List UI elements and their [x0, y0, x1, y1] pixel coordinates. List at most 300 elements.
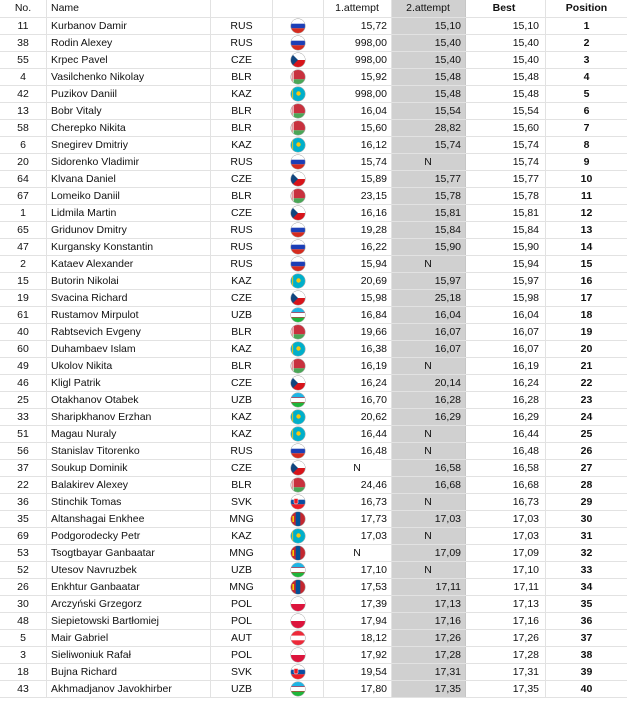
header-best[interactable]: Best	[466, 0, 546, 17]
athlete-name[interactable]: Mair Gabriel	[47, 629, 211, 646]
position-value[interactable]: 12	[546, 204, 627, 221]
country-code[interactable]: AUT	[211, 629, 273, 646]
attempt-1-value[interactable]: 18,12	[324, 629, 392, 646]
attempt-2-value[interactable]: 15,78	[392, 187, 466, 204]
row-number[interactable]: 11	[0, 17, 47, 34]
attempt-2-value[interactable]: 16,07	[392, 340, 466, 357]
attempt-1-value[interactable]: 15,60	[324, 119, 392, 136]
flag-cell[interactable]	[273, 629, 324, 646]
athlete-name[interactable]: Ukolov Nikita	[47, 357, 211, 374]
attempt-1-value[interactable]: 17,10	[324, 561, 392, 578]
position-value[interactable]: 14	[546, 238, 627, 255]
country-code[interactable]: KAZ	[211, 136, 273, 153]
attempt-1-value[interactable]: 16,70	[324, 391, 392, 408]
row-number[interactable]: 64	[0, 170, 47, 187]
best-value[interactable]: 17,16	[466, 612, 546, 629]
attempt-1-value[interactable]: 19,54	[324, 663, 392, 680]
country-code[interactable]: POL	[211, 612, 273, 629]
athlete-name[interactable]: Cherepko Nikita	[47, 119, 211, 136]
header-position[interactable]: Position	[546, 0, 627, 17]
athlete-name[interactable]: Akhmadjanov Javokhirber	[47, 680, 211, 697]
best-value[interactable]: 17,09	[466, 544, 546, 561]
attempt-1-value[interactable]: 17,73	[324, 510, 392, 527]
attempt-2-value[interactable]: 17,28	[392, 646, 466, 663]
row-number[interactable]: 49	[0, 357, 47, 374]
athlete-name[interactable]: Soukup Dominik	[47, 459, 211, 476]
row-number[interactable]: 25	[0, 391, 47, 408]
position-value[interactable]: 9	[546, 153, 627, 170]
country-code[interactable]: BLR	[211, 476, 273, 493]
best-value[interactable]: 15,98	[466, 289, 546, 306]
best-value[interactable]: 16,58	[466, 459, 546, 476]
row-number[interactable]: 6	[0, 136, 47, 153]
best-value[interactable]: 17,35	[466, 680, 546, 697]
attempt-1-value[interactable]: 998,00	[324, 34, 392, 51]
attempt-2-value[interactable]: 16,68	[392, 476, 466, 493]
best-value[interactable]: 17,03	[466, 527, 546, 544]
country-code[interactable]: POL	[211, 646, 273, 663]
athlete-name[interactable]: Svacina Richard	[47, 289, 211, 306]
best-value[interactable]: 17,28	[466, 646, 546, 663]
flag-cell[interactable]	[273, 459, 324, 476]
attempt-1-value[interactable]: 17,80	[324, 680, 392, 697]
best-value[interactable]: 15,84	[466, 221, 546, 238]
attempt-2-value[interactable]: 17,11	[392, 578, 466, 595]
best-value[interactable]: 17,13	[466, 595, 546, 612]
position-value[interactable]: 20	[546, 340, 627, 357]
row-number[interactable]: 42	[0, 85, 47, 102]
country-code[interactable]: RUS	[211, 221, 273, 238]
athlete-name[interactable]: Puzikov Daniil	[47, 85, 211, 102]
best-value[interactable]: 16,28	[466, 391, 546, 408]
position-value[interactable]: 28	[546, 476, 627, 493]
country-code[interactable]: BLR	[211, 119, 273, 136]
attempt-1-value[interactable]: 17,03	[324, 527, 392, 544]
athlete-name[interactable]: Rodin Alexey	[47, 34, 211, 51]
attempt-2-value[interactable]: 15,74	[392, 136, 466, 153]
attempt-1-value[interactable]: 15,94	[324, 255, 392, 272]
attempt-2-value[interactable]: N	[392, 527, 466, 544]
country-code[interactable]: RUS	[211, 153, 273, 170]
attempt-1-value[interactable]: 16,04	[324, 102, 392, 119]
athlete-name[interactable]: Stanislav Titorenko	[47, 442, 211, 459]
position-value[interactable]: 32	[546, 544, 627, 561]
country-code[interactable]: CZE	[211, 374, 273, 391]
athlete-name[interactable]: Kurbanov Damir	[47, 17, 211, 34]
athlete-name[interactable]: Butorin Nikolai	[47, 272, 211, 289]
header-no[interactable]: No.	[0, 0, 47, 17]
country-code[interactable]: CZE	[211, 51, 273, 68]
attempt-2-value[interactable]: 17,13	[392, 595, 466, 612]
flag-cell[interactable]	[273, 408, 324, 425]
country-code[interactable]: MNG	[211, 510, 273, 527]
row-number[interactable]: 40	[0, 323, 47, 340]
flag-cell[interactable]	[273, 51, 324, 68]
country-code[interactable]: UZB	[211, 306, 273, 323]
attempt-1-value[interactable]: 16,38	[324, 340, 392, 357]
attempt-1-value[interactable]: 20,69	[324, 272, 392, 289]
flag-cell[interactable]	[273, 136, 324, 153]
attempt-2-value[interactable]: 16,07	[392, 323, 466, 340]
attempt-2-value[interactable]: 15,81	[392, 204, 466, 221]
best-value[interactable]: 16,07	[466, 340, 546, 357]
row-number[interactable]: 65	[0, 221, 47, 238]
attempt-2-value[interactable]: 17,35	[392, 680, 466, 697]
athlete-name[interactable]: Balakirev Alexey	[47, 476, 211, 493]
position-value[interactable]: 34	[546, 578, 627, 595]
row-number[interactable]: 20	[0, 153, 47, 170]
attempt-1-value[interactable]: 19,66	[324, 323, 392, 340]
flag-cell[interactable]	[273, 17, 324, 34]
athlete-name[interactable]: Krpec Pavel	[47, 51, 211, 68]
best-value[interactable]: 17,10	[466, 561, 546, 578]
flag-cell[interactable]	[273, 391, 324, 408]
country-code[interactable]: CZE	[211, 459, 273, 476]
athlete-name[interactable]: Sieliwoniuk Rafał	[47, 646, 211, 663]
attempt-2-value[interactable]: 15,90	[392, 238, 466, 255]
attempt-2-value[interactable]: N	[392, 255, 466, 272]
attempt-1-value[interactable]: 15,74	[324, 153, 392, 170]
country-code[interactable]: KAZ	[211, 340, 273, 357]
country-code[interactable]: BLR	[211, 323, 273, 340]
country-code[interactable]: POL	[211, 595, 273, 612]
country-code[interactable]: KAZ	[211, 527, 273, 544]
flag-cell[interactable]	[273, 357, 324, 374]
athlete-name[interactable]: Klvana Daniel	[47, 170, 211, 187]
country-code[interactable]: RUS	[211, 442, 273, 459]
row-number[interactable]: 61	[0, 306, 47, 323]
attempt-2-value[interactable]: 17,03	[392, 510, 466, 527]
flag-cell[interactable]	[273, 221, 324, 238]
position-value[interactable]: 18	[546, 306, 627, 323]
row-number[interactable]: 43	[0, 680, 47, 697]
attempt-1-value[interactable]: 16,44	[324, 425, 392, 442]
country-code[interactable]: KAZ	[211, 408, 273, 425]
row-number[interactable]: 46	[0, 374, 47, 391]
attempt-2-value[interactable]: 20,14	[392, 374, 466, 391]
attempt-2-value[interactable]: 15,40	[392, 34, 466, 51]
row-number[interactable]: 53	[0, 544, 47, 561]
attempt-1-value[interactable]: 16,73	[324, 493, 392, 510]
flag-cell[interactable]	[273, 102, 324, 119]
attempt-2-value[interactable]: 17,31	[392, 663, 466, 680]
country-code[interactable]: KAZ	[211, 272, 273, 289]
attempt-2-value[interactable]: 15,40	[392, 51, 466, 68]
best-value[interactable]: 16,44	[466, 425, 546, 442]
position-value[interactable]: 13	[546, 221, 627, 238]
position-value[interactable]: 17	[546, 289, 627, 306]
attempt-2-value[interactable]: 28,82	[392, 119, 466, 136]
attempt-1-value[interactable]: 15,98	[324, 289, 392, 306]
flag-cell[interactable]	[273, 578, 324, 595]
best-value[interactable]: 15,48	[466, 85, 546, 102]
flag-cell[interactable]	[273, 289, 324, 306]
position-value[interactable]: 4	[546, 68, 627, 85]
position-value[interactable]: 22	[546, 374, 627, 391]
best-value[interactable]: 15,94	[466, 255, 546, 272]
row-number[interactable]: 4	[0, 68, 47, 85]
country-code[interactable]: RUS	[211, 17, 273, 34]
attempt-1-value[interactable]: 15,72	[324, 17, 392, 34]
best-value[interactable]: 15,78	[466, 187, 546, 204]
row-number[interactable]: 35	[0, 510, 47, 527]
best-value[interactable]: 15,74	[466, 153, 546, 170]
athlete-name[interactable]: Altanshagai Enkhee	[47, 510, 211, 527]
best-value[interactable]: 16,19	[466, 357, 546, 374]
position-value[interactable]: 30	[546, 510, 627, 527]
athlete-name[interactable]: Gridunov Dmitry	[47, 221, 211, 238]
position-value[interactable]: 6	[546, 102, 627, 119]
attempt-2-value[interactable]: 16,28	[392, 391, 466, 408]
country-code[interactable]: RUS	[211, 238, 273, 255]
row-number[interactable]: 60	[0, 340, 47, 357]
athlete-name[interactable]: Bujna Richard	[47, 663, 211, 680]
position-value[interactable]: 2	[546, 34, 627, 51]
position-value[interactable]: 40	[546, 680, 627, 697]
flag-cell[interactable]	[273, 68, 324, 85]
attempt-2-value[interactable]: N	[392, 493, 466, 510]
country-code[interactable]: MNG	[211, 578, 273, 595]
attempt-1-value[interactable]: 17,92	[324, 646, 392, 663]
attempt-1-value[interactable]: 16,16	[324, 204, 392, 221]
athlete-name[interactable]: Vasilchenko Nikolay	[47, 68, 211, 85]
row-number[interactable]: 38	[0, 34, 47, 51]
position-value[interactable]: 26	[546, 442, 627, 459]
attempt-1-value[interactable]: N	[324, 459, 392, 476]
flag-cell[interactable]	[273, 527, 324, 544]
athlete-name[interactable]: Magau Nuraly	[47, 425, 211, 442]
position-value[interactable]: 21	[546, 357, 627, 374]
position-value[interactable]: 10	[546, 170, 627, 187]
attempt-1-value[interactable]: 998,00	[324, 85, 392, 102]
flag-cell[interactable]	[273, 425, 324, 442]
country-code[interactable]: CZE	[211, 204, 273, 221]
attempt-2-value[interactable]: 17,26	[392, 629, 466, 646]
header-country[interactable]	[211, 0, 273, 17]
row-number[interactable]: 3	[0, 646, 47, 663]
flag-cell[interactable]	[273, 510, 324, 527]
flag-cell[interactable]	[273, 85, 324, 102]
flag-cell[interactable]	[273, 340, 324, 357]
flag-cell[interactable]	[273, 442, 324, 459]
attempt-1-value[interactable]: 16,24	[324, 374, 392, 391]
flag-cell[interactable]	[273, 595, 324, 612]
flag-cell[interactable]	[273, 544, 324, 561]
flag-cell[interactable]	[273, 323, 324, 340]
best-value[interactable]: 15,10	[466, 17, 546, 34]
country-code[interactable]: UZB	[211, 391, 273, 408]
flag-cell[interactable]	[273, 476, 324, 493]
attempt-2-value[interactable]: 25,18	[392, 289, 466, 306]
best-value[interactable]: 16,73	[466, 493, 546, 510]
row-number[interactable]: 26	[0, 578, 47, 595]
attempt-2-value[interactable]: 15,84	[392, 221, 466, 238]
position-value[interactable]: 5	[546, 85, 627, 102]
attempt-2-value[interactable]: 15,77	[392, 170, 466, 187]
country-code[interactable]: SVK	[211, 663, 273, 680]
attempt-1-value[interactable]: 17,53	[324, 578, 392, 595]
athlete-name[interactable]: Otakhanov Otabek	[47, 391, 211, 408]
flag-cell[interactable]	[273, 612, 324, 629]
best-value[interactable]: 15,90	[466, 238, 546, 255]
country-code[interactable]: KAZ	[211, 425, 273, 442]
best-value[interactable]: 16,04	[466, 306, 546, 323]
header-attempt-2[interactable]: 2.attempt	[392, 0, 466, 17]
position-value[interactable]: 38	[546, 646, 627, 663]
row-number[interactable]: 48	[0, 612, 47, 629]
country-code[interactable]: UZB	[211, 680, 273, 697]
row-number[interactable]: 18	[0, 663, 47, 680]
athlete-name[interactable]: Kligl Patrik	[47, 374, 211, 391]
row-number[interactable]: 36	[0, 493, 47, 510]
header-attempt-1[interactable]: 1.attempt	[324, 0, 392, 17]
position-value[interactable]: 11	[546, 187, 627, 204]
flag-cell[interactable]	[273, 153, 324, 170]
flag-cell[interactable]	[273, 187, 324, 204]
country-code[interactable]: UZB	[211, 561, 273, 578]
attempt-2-value[interactable]: 15,10	[392, 17, 466, 34]
attempt-1-value[interactable]: 20,62	[324, 408, 392, 425]
attempt-2-value[interactable]: N	[392, 561, 466, 578]
attempt-1-value[interactable]: 16,19	[324, 357, 392, 374]
best-value[interactable]: 15,97	[466, 272, 546, 289]
attempt-1-value[interactable]: 15,92	[324, 68, 392, 85]
attempt-2-value[interactable]: 17,09	[392, 544, 466, 561]
position-value[interactable]: 1	[546, 17, 627, 34]
attempt-2-value[interactable]: N	[392, 153, 466, 170]
row-number[interactable]: 51	[0, 425, 47, 442]
country-code[interactable]: RUS	[211, 255, 273, 272]
position-value[interactable]: 19	[546, 323, 627, 340]
flag-cell[interactable]	[273, 646, 324, 663]
row-number[interactable]: 13	[0, 102, 47, 119]
best-value[interactable]: 17,03	[466, 510, 546, 527]
country-code[interactable]: BLR	[211, 357, 273, 374]
attempt-2-value[interactable]: 15,54	[392, 102, 466, 119]
attempt-1-value[interactable]: 17,94	[324, 612, 392, 629]
best-value[interactable]: 15,54	[466, 102, 546, 119]
attempt-1-value[interactable]: 15,89	[324, 170, 392, 187]
flag-cell[interactable]	[273, 493, 324, 510]
flag-cell[interactable]	[273, 119, 324, 136]
athlete-name[interactable]: Kataev Alexander	[47, 255, 211, 272]
best-value[interactable]: 15,40	[466, 34, 546, 51]
attempt-1-value[interactable]: 24,46	[324, 476, 392, 493]
attempt-2-value[interactable]: 16,58	[392, 459, 466, 476]
attempt-2-value[interactable]: 15,48	[392, 68, 466, 85]
row-number[interactable]: 37	[0, 459, 47, 476]
best-value[interactable]: 16,48	[466, 442, 546, 459]
attempt-1-value[interactable]: 19,28	[324, 221, 392, 238]
position-value[interactable]: 27	[546, 459, 627, 476]
attempt-2-value[interactable]: 15,97	[392, 272, 466, 289]
flag-cell[interactable]	[273, 238, 324, 255]
row-number[interactable]: 55	[0, 51, 47, 68]
country-code[interactable]: BLR	[211, 102, 273, 119]
athlete-name[interactable]: Podgorodecky Petr	[47, 527, 211, 544]
athlete-name[interactable]: Stinchik Tomas	[47, 493, 211, 510]
row-number[interactable]: 67	[0, 187, 47, 204]
best-value[interactable]: 16,29	[466, 408, 546, 425]
header-name[interactable]: Name	[47, 0, 211, 17]
country-code[interactable]: CZE	[211, 289, 273, 306]
best-value[interactable]: 15,60	[466, 119, 546, 136]
attempt-1-value[interactable]: 16,48	[324, 442, 392, 459]
athlete-name[interactable]: Snegirev Dmitriy	[47, 136, 211, 153]
row-number[interactable]: 19	[0, 289, 47, 306]
attempt-2-value[interactable]: N	[392, 425, 466, 442]
flag-cell[interactable]	[273, 306, 324, 323]
flag-cell[interactable]	[273, 204, 324, 221]
best-value[interactable]: 16,68	[466, 476, 546, 493]
row-number[interactable]: 15	[0, 272, 47, 289]
best-value[interactable]: 16,24	[466, 374, 546, 391]
position-value[interactable]: 37	[546, 629, 627, 646]
position-value[interactable]: 7	[546, 119, 627, 136]
athlete-name[interactable]: Lomeiko Daniil	[47, 187, 211, 204]
flag-cell[interactable]	[273, 374, 324, 391]
best-value[interactable]: 16,07	[466, 323, 546, 340]
best-value[interactable]: 15,81	[466, 204, 546, 221]
attempt-1-value[interactable]: N	[324, 544, 392, 561]
position-value[interactable]: 15	[546, 255, 627, 272]
row-number[interactable]: 58	[0, 119, 47, 136]
country-code[interactable]: RUS	[211, 34, 273, 51]
flag-cell[interactable]	[273, 34, 324, 51]
athlete-name[interactable]: Duhambaev Islam	[47, 340, 211, 357]
attempt-1-value[interactable]: 16,12	[324, 136, 392, 153]
position-value[interactable]: 23	[546, 391, 627, 408]
athlete-name[interactable]: Rustamov Mirpulot	[47, 306, 211, 323]
attempt-2-value[interactable]: N	[392, 357, 466, 374]
athlete-name[interactable]: Sharipkhanov Erzhan	[47, 408, 211, 425]
position-value[interactable]: 33	[546, 561, 627, 578]
attempt-2-value[interactable]: 15,48	[392, 85, 466, 102]
attempt-2-value[interactable]: 16,04	[392, 306, 466, 323]
position-value[interactable]: 29	[546, 493, 627, 510]
row-number[interactable]: 47	[0, 238, 47, 255]
country-code[interactable]: CZE	[211, 170, 273, 187]
position-value[interactable]: 8	[546, 136, 627, 153]
flag-cell[interactable]	[273, 561, 324, 578]
country-code[interactable]: BLR	[211, 187, 273, 204]
position-value[interactable]: 36	[546, 612, 627, 629]
row-number[interactable]: 1	[0, 204, 47, 221]
attempt-1-value[interactable]: 16,84	[324, 306, 392, 323]
best-value[interactable]: 17,11	[466, 578, 546, 595]
row-number[interactable]: 52	[0, 561, 47, 578]
best-value[interactable]: 17,31	[466, 663, 546, 680]
attempt-1-value[interactable]: 998,00	[324, 51, 392, 68]
athlete-name[interactable]: Tsogtbayar Ganbaatar	[47, 544, 211, 561]
athlete-name[interactable]: Kurgansky Konstantin	[47, 238, 211, 255]
position-value[interactable]: 25	[546, 425, 627, 442]
flag-cell[interactable]	[273, 663, 324, 680]
best-value[interactable]: 15,48	[466, 68, 546, 85]
country-code[interactable]: SVK	[211, 493, 273, 510]
row-number[interactable]: 5	[0, 629, 47, 646]
attempt-2-value[interactable]: 16,29	[392, 408, 466, 425]
athlete-name[interactable]: Sidorenko Vladimir	[47, 153, 211, 170]
row-number[interactable]: 30	[0, 595, 47, 612]
attempt-1-value[interactable]: 17,39	[324, 595, 392, 612]
position-value[interactable]: 3	[546, 51, 627, 68]
position-value[interactable]: 31	[546, 527, 627, 544]
best-value[interactable]: 15,40	[466, 51, 546, 68]
athlete-name[interactable]: Rabtsevich Evgeny	[47, 323, 211, 340]
best-value[interactable]: 15,74	[466, 136, 546, 153]
row-number[interactable]: 56	[0, 442, 47, 459]
